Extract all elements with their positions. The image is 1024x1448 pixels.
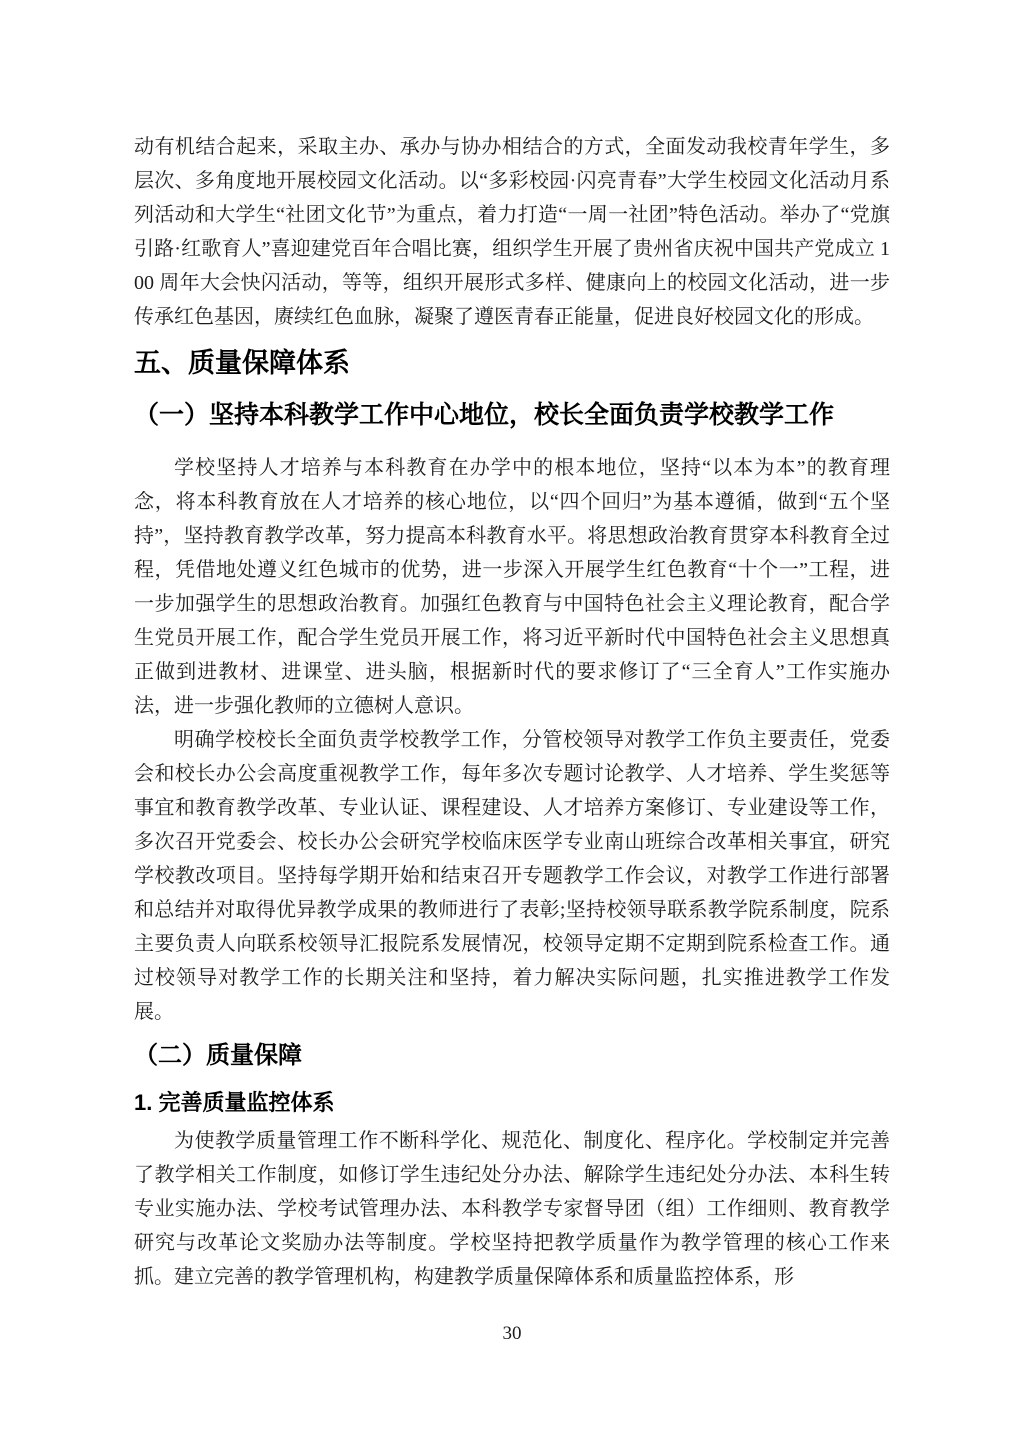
section-heading-quality-assurance: 五、质量保障体系	[134, 348, 350, 378]
subsection-heading-undergraduate-teaching: （一）坚持本科教学工作中心地位，校长全面负责学校教学工作	[134, 401, 835, 429]
paragraph-quality-monitoring: 为使教学质量管理工作不断科学化、规范化、制度化、程序化。学校制定并完善了教学相关工作制度，如修订学生违纪处分办法、解除学生违纪处分办法、本科生转专业实施办法、学校考试管理办法、本科教学专家督导团（组）工作细则、教育教学研究与改革论文奖励办法等制度。学校坚持把教学质量作为教学管理的核心工作来抓。建立完善的教学管理机构，构建教学质量保障体系和质量监控体系，形	[134, 1130, 890, 1288]
page-number: 30	[502, 1323, 522, 1344]
paragraph-campus-culture-continuation: 动有机结合起来，采取主办、承办与协办相结合的方式，全面发动我校青年学生，多层次、多角度地开展校园文化活动。以“多彩校园·闪亮青春”大学生校园文化活动月系列活动和大学生“社团文化节”为重点，着力打造“一周一社团”特色活动。举办了“党旗引路·红歌育人”喜迎建党百年合唱比赛，组织学生开展了贵州省庆祝中国共产党成立 100 周年大会快闪活动，等等，组织开展形式多样、健康向上的校园文化活动，进一步传承红色基因，赓续红色血脉，凝聚了遵医青春正能量，促进良好校园文化的形成。	[134, 136, 890, 328]
paragraph-undergraduate-center: 学校坚持人才培养与本科教育在办学中的根本地位，坚持“以本为本”的教育理念，将本科教育放在人才培养的核心地位，以“四个回归”为基本遵循，做到“五个坚持”，坚持教育教学改革，努力提高本科教育水平。将思想政治教育贯穿本科教育全过程，凭借地处遵义红色城市的优势，进一步深入开展学生红色教育“十个一”工程，进一步加强学生的思想政治教育。加强红色教育与中国特色社会主义理论教育，配合学生党员开展工作，配合学生党员开展工作，将习近平新时代中国特色社会主义思想真正做到进教材、进课堂、进头脑，根据新时代的要求修订了“三全育人”工作实施办法，进一步强化教师的立德树人意识。	[134, 457, 890, 717]
document-content	[134, 130, 890, 1294]
item-heading-quality-monitoring-system: 1. 完善质量监控体系	[134, 1090, 335, 1115]
paragraph-president-responsibility: 明确学校校长全面负责学校教学工作，分管校领导对教学工作负主要责任，党委会和校长办公会高度重视教学工作，每年多次专题讨论教学、人才培养、学生奖惩等事宜和教育教学改革、专业认证、课程建设、人才培养方案修订、专业建设等工作，多次召开党委会、校长办公会研究学校临床医学专业南山班综合改革相关事宜，研究学校教改项目。坚持每学期开始和结束召开专题教学工作会议，对教学工作进行部署和总结并对取得优异教学成果的教师进行了表彰;坚持校领导联系教学院系制度，院系主要负责人向联系校领导汇报院系发展情况，校领导定期不定期到院系检查工作。通过校领导对教学工作的长期关注和坚持，着力解决实际问题，扎实推进教学工作发展。	[134, 729, 890, 1023]
subsection-heading-quality-guarantee: （二）质量保障	[134, 1042, 302, 1069]
